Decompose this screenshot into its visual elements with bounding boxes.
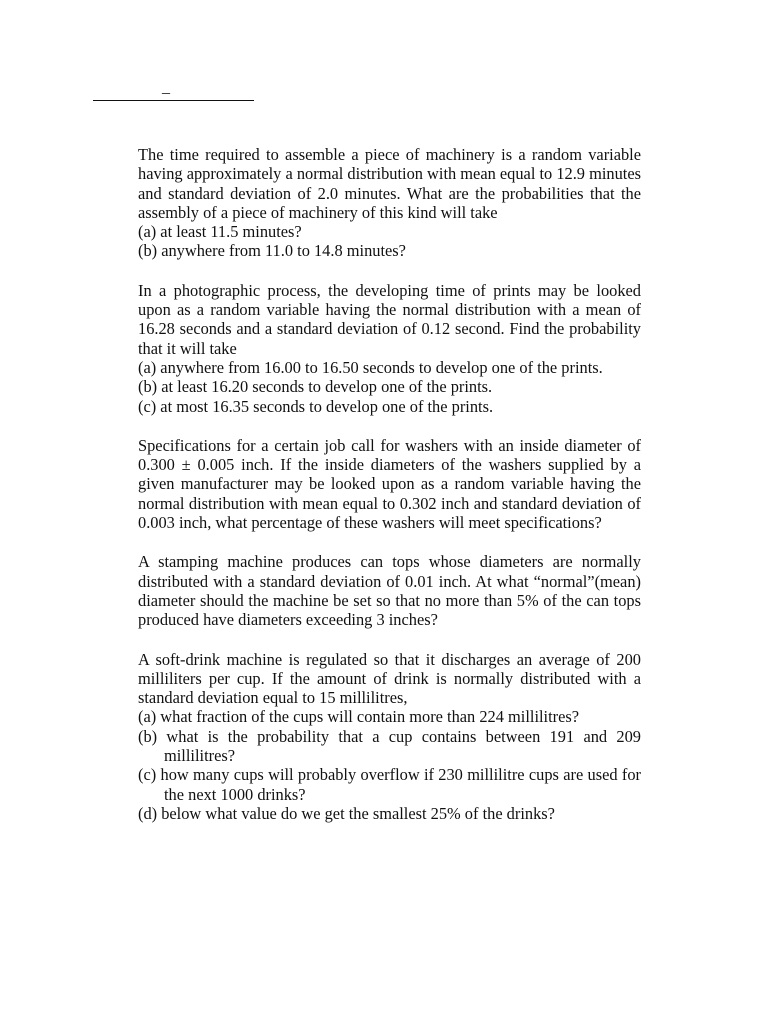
problem-4	[138, 552, 641, 629]
problem-2-part-c: (c) at most 16.35 seconds to develop one of the prints.	[138, 396, 494, 416]
problem-5	[138, 650, 641, 824]
problem-list	[138, 145, 641, 823]
problem-5-part-a: (a) what fraction of the cups will contain more than 224 millilitres?	[138, 707, 580, 727]
problem-2-part-a: (a) anywhere from 16.00 to 16.50 seconds to develop one of the prints.	[138, 357, 603, 377]
problem-1-part-b: (b) anywhere from 11.0 to 14.8 minutes?	[138, 241, 406, 261]
problem-3	[138, 436, 641, 532]
problem-5-part-d: (d) below what value do we get the smallest 25% of the drinks?	[138, 803, 555, 823]
problem-5-part-b: (b) what is the probability that a cup contains between 191 and 209 millilitres?	[138, 726, 641, 766]
header-dash: _	[162, 79, 170, 96]
problem-2-part-b: (b) at least 16.20 seconds to develop one of the prints.	[138, 377, 493, 397]
problem-5-part-c: (c) how many cups will probably overflow if 230 millilitre cups are used for the next 1000 drinks?	[138, 765, 641, 804]
header-rule	[93, 100, 254, 101]
problem-2-stem: In a photographic process, the developing time of prints may be looked upon as a random variable having the normal distribution with a mean of 16.28 seconds and a standard deviation of 0.12 second. Find the probability that it will take	[138, 280, 641, 358]
problem-2	[138, 281, 641, 416]
problem-3-stem: Specifications for a certain job call for washers with an inside diameter of 0.300 ± 0.005 inch. If the inside diameters of the washers supplied by a given manufacturer may be looked upon as a random variable having the normal distribution with mean equal to 0.302 inch and standard deviation of 0.003 inch, what percentage of these washers will meet specifications?	[138, 435, 641, 533]
problem-1	[138, 145, 641, 261]
problem-1-part-a: (a) at least 11.5 minutes?	[138, 222, 302, 242]
problem-5-stem: A soft-drink machine is regulated so that it discharges an average of 200 milliliters per cup. If the amount of drink is normally distributed with a standard deviation equal to 15 millilitres,	[138, 649, 641, 708]
problem-4-stem: A stamping machine produces can tops whose diameters are normally distributed with a standard deviation of 0.01 inch. At what “normal”(mean) diameter should the machine be set so that no more than 5% of the can tops produced have diameters exceeding 3 inches?	[138, 552, 641, 630]
problem-1-stem: The time required to assemble a piece of machinery is a random variable having approximately a normal distribution with mean equal to 12.9 minutes and standard deviation of 2.0 minutes. What are the probabilities that the assembly of a piece of machinery of this kind will take	[138, 145, 642, 222]
